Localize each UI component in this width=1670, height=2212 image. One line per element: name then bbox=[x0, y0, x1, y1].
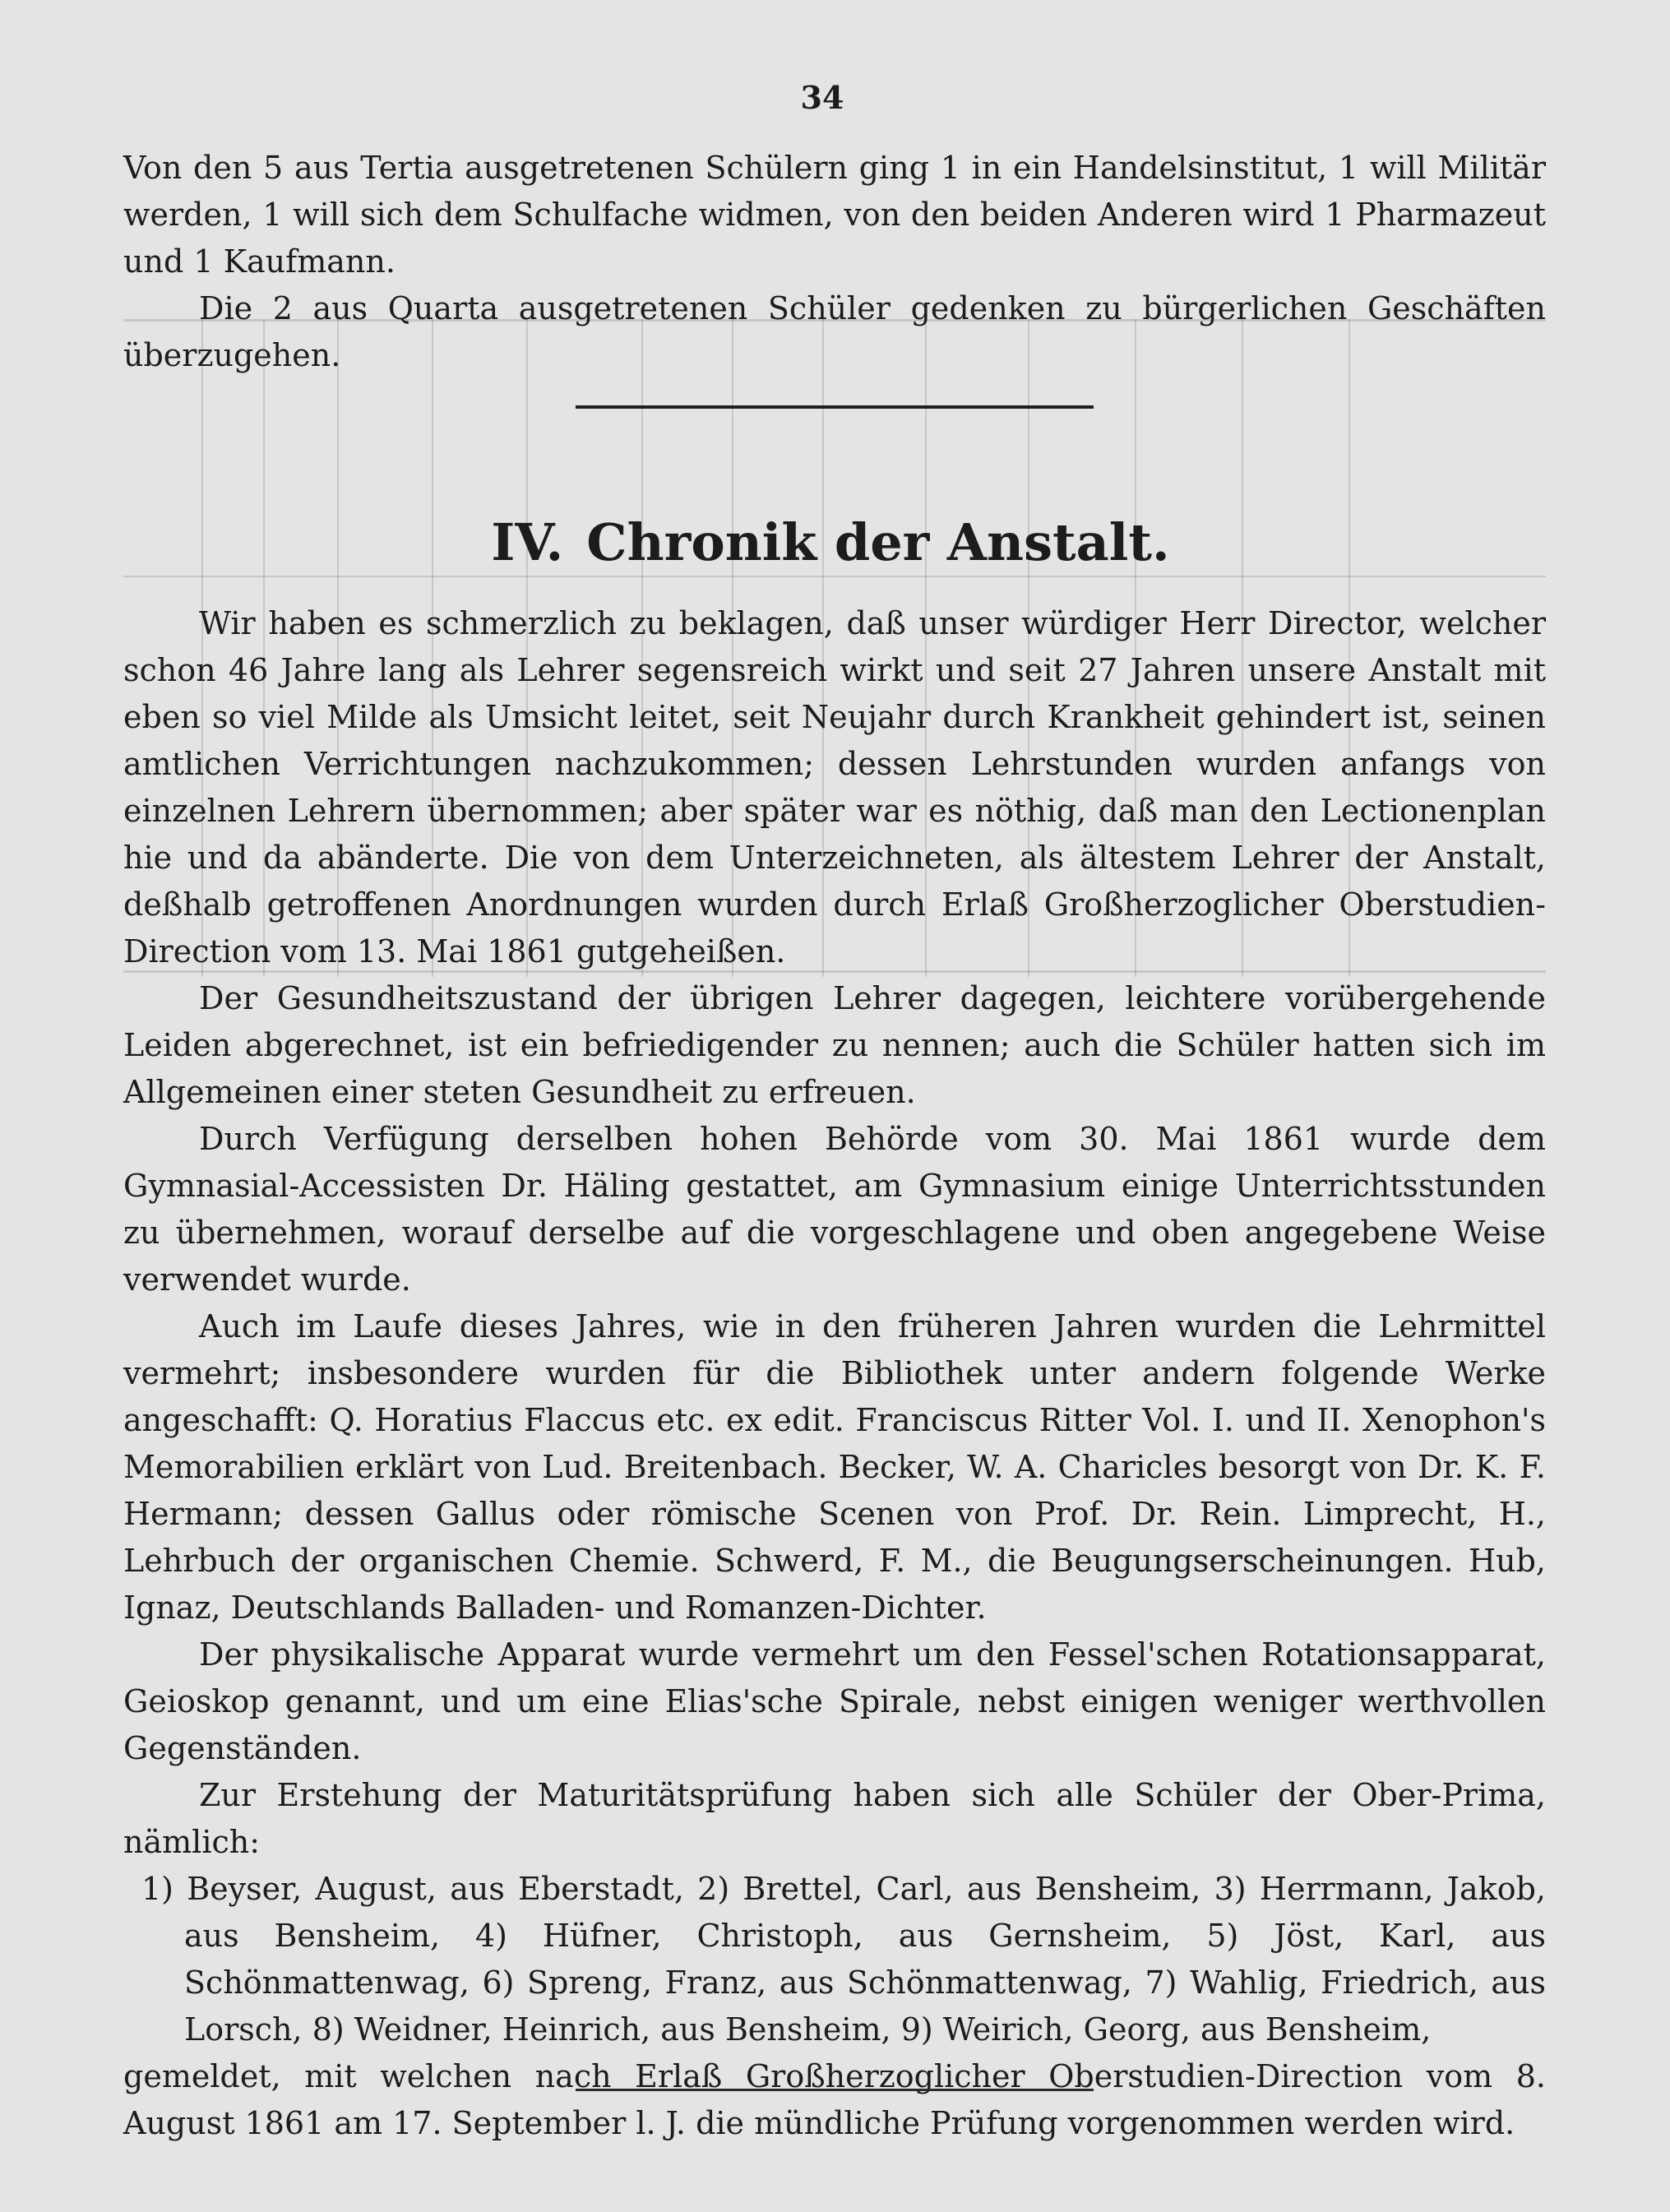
top-text-block bbox=[123, 145, 1546, 379]
closing-paragraph: gemeldet, mit welchen nach Erlaß Großherzoglicher Oberstudien-Direction vom 8. August 1861 am 17. September l. J. die mündliche Prüfung vorgenommen werden wird. bbox=[123, 2058, 1546, 2141]
paragraph: Zur Erstehung der Maturitätsprüfung haben sich alle Schüler der Ober-Prima, nämlich: bbox=[123, 1777, 1546, 1860]
paragraph: Durch Verfügung derselben hohen Behörde vom 30. Mai 1861 wurde dem Gymnasial-Accessisten Dr. Häling gestattet, am Gymnasium einige Unterrichtsstunden zu übernehmen, worauf derselbe auf die vorgeschlagene und oben angegebene Weise verwendet wurde. bbox=[123, 1121, 1546, 1298]
section-divider bbox=[576, 405, 1094, 409]
paragraph: Der Gesundheitszustand der übrigen Lehrer dagegen, leichtere vorübergehende Leiden abgerechnet, ist ein befriedigender zu nennen; auch die Schüler hatten sich im Allgemeinen einer steten Gesundheit zu erfreuen. bbox=[123, 980, 1546, 1110]
paragraph: Die 2 aus Quarta ausgetretenen Schüler gedenken zu bürgerlichen Geschäften überzugehen. bbox=[123, 290, 1546, 373]
section-number: IV. bbox=[491, 512, 564, 572]
paragraph: Der physikalische Apparat wurde vermehrt um den Fessel'schen Rotationsapparat, Geioskop genannt, und um eine Elias'sche Spirale, nebst einigen weniger werthvollen Gegenständen. bbox=[123, 1636, 1546, 1766]
paragraph: Auch im Laufe dieses Jahres, wie in den früheren Jahren wurden die Lehrmittel vermehrt; insbesondere wurden für die Bibliothek unter andern folgende Werke angeschafft: Q. Horatius Flaccus etc. ex edit. Franciscus Ritter Vol. I. und II. Xenophon's Memorabilien erklärt von Lud. Breitenbach. Becker, W. A. Charicles besorgt von Dr. K. F. Hermann; dessen Gallus oder römische Scenen von Prof. Dr. Rein. Limprecht, H., Lehrbuch der organischen Chemie. Schwerd, F. M., die Beugungserscheinungen. Hub, Ignaz, Deutschlands Balladen- und Romanzen-Dichter. bbox=[123, 1308, 1546, 1626]
candidates-list: 1) Beyser, August, aus Eberstadt, 2) Brettel, Carl, aus Bensheim, 3) Herrmann, Jakob, aus Bensheim, 4) Hüfner, Christoph, aus Gernsheim, 5) Jöst, Karl, aus Schönmattenwag, 6) Spreng, Franz, aus Schönmattenwag, 7) Wahlig, Friedrich, aus Lorsch, 8) Weidner, Heinrich, aus Bensheim, 9) Weirich, Georg, aus Bensheim, bbox=[141, 1871, 1546, 2048]
end-divider bbox=[576, 2089, 1094, 2091]
main-text-block bbox=[123, 600, 1546, 2147]
paragraph: Von den 5 aus Tertia ausgetretenen Schülern ging 1 in ein Handelsinstitut, 1 will Militär werden, 1 will sich dem Schulfache widmen, von den beiden Anderen wird 1 Pharmazeut und 1 Kaufmann. bbox=[123, 150, 1546, 280]
paragraph: Wir haben es schmerzlich zu beklagen, daß unser würdiger Herr Director, welcher schon 46 Jahre lang als Lehrer segensreich wirkt und seit 27 Jahren unsere Anstalt mit eben so viel Milde als Umsicht leitet, seit Neujahr durch Krankheit gehindert ist, seinen amtlichen Verrichtungen nachzukommen; dessen Lehrstunden wurden anfangs von einzelnen Lehrern übernommen; aber später war es nöthig, daß man den Lectionenplan hie und da abänderte. Die von dem Unterzeichneten, als ältestem Lehrer der Anstalt, deßhalb getroffenen Anordnungen wurden durch Erlaß Großherzoglicher Oberstudien-Direction vom 13. Mai 1861 gutgeheißen. bbox=[123, 605, 1546, 969]
section-title: Chronik der Anstalt. bbox=[586, 512, 1170, 572]
section-heading bbox=[460, 510, 1200, 576]
page-number: 34 bbox=[800, 79, 844, 116]
